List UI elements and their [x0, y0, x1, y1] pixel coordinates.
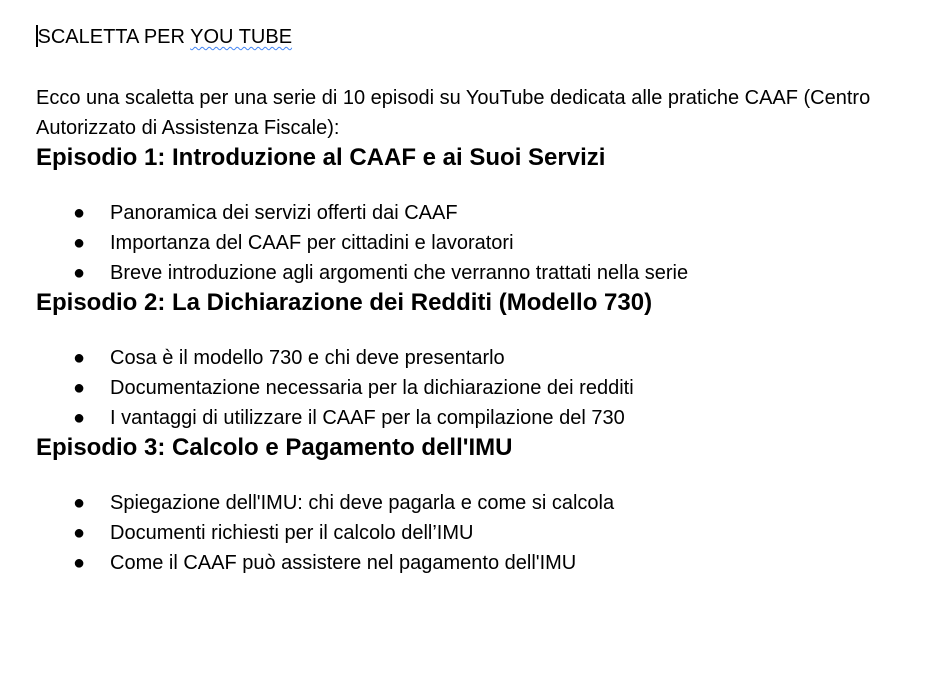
list-item-text: Breve introduzione agli argomenti che verranno trattati nella serie: [110, 262, 689, 284]
list-item-text: Documenti richiesti per il calcolo dell’IMU: [110, 522, 474, 544]
title-text-spellcheck: YOU TUBE: [190, 26, 293, 48]
list-item: [36, 228, 916, 258]
bullet-icon: ●: [73, 262, 86, 284]
bullet-icon: ●: [73, 552, 86, 574]
title-text: SCALETTA PER: [37, 26, 191, 48]
list-item-text: I vantaggi di utilizzare il CAAF per la compilazione del 730: [110, 407, 625, 429]
list-item: [36, 373, 916, 403]
list-item: [36, 258, 916, 288]
intro-paragraph: Ecco una scaletta per una serie di 10 episodi su YouTube dedicata alle pratiche CAAF (Centro Autorizzato di Assistenza Fiscale):: [36, 87, 871, 139]
list-item-text: Importanza del CAAF per cittadini e lavoratori: [110, 232, 514, 254]
list-item: [36, 343, 916, 373]
list-item-text: Spiegazione dell'IMU: chi deve pagarla e come si calcola: [110, 492, 615, 514]
bullet-icon: ●: [73, 492, 86, 514]
episode-1-heading: Episodio 1: Introduzione al CAAF e ai Suoi Servizi: [36, 144, 606, 171]
list-item-text: Cosa è il modello 730 e chi deve presentarlo: [110, 347, 505, 369]
list-item: [36, 488, 916, 518]
episode-2-list: [36, 343, 916, 433]
episode-1-list: [36, 198, 916, 288]
document-body[interactable]: [36, 22, 916, 578]
list-item-text: Come il CAAF può assistere nel pagamento dell'IMU: [110, 552, 577, 574]
bullet-icon: ●: [73, 407, 86, 429]
list-item: [36, 198, 916, 228]
list-item-text: Documentazione necessaria per la dichiarazione dei redditi: [110, 377, 634, 399]
document-title: [36, 22, 916, 52]
episode-3-heading: Episodio 3: Calcolo e Pagamento dell'IMU: [36, 434, 513, 461]
bullet-icon: ●: [73, 232, 86, 254]
bullet-icon: ●: [73, 522, 86, 544]
episode-2-heading: Episodio 2: La Dichiarazione dei Redditi (Modello 730): [36, 289, 653, 316]
bullet-icon: ●: [73, 347, 86, 369]
list-item: [36, 518, 916, 548]
list-item-text: Panoramica dei servizi offerti dai CAAF: [110, 202, 458, 224]
bullet-icon: ●: [73, 202, 86, 224]
bullet-icon: ●: [73, 377, 86, 399]
episode-3-list: [36, 488, 916, 578]
list-item: [36, 548, 916, 578]
list-item: [36, 403, 916, 433]
